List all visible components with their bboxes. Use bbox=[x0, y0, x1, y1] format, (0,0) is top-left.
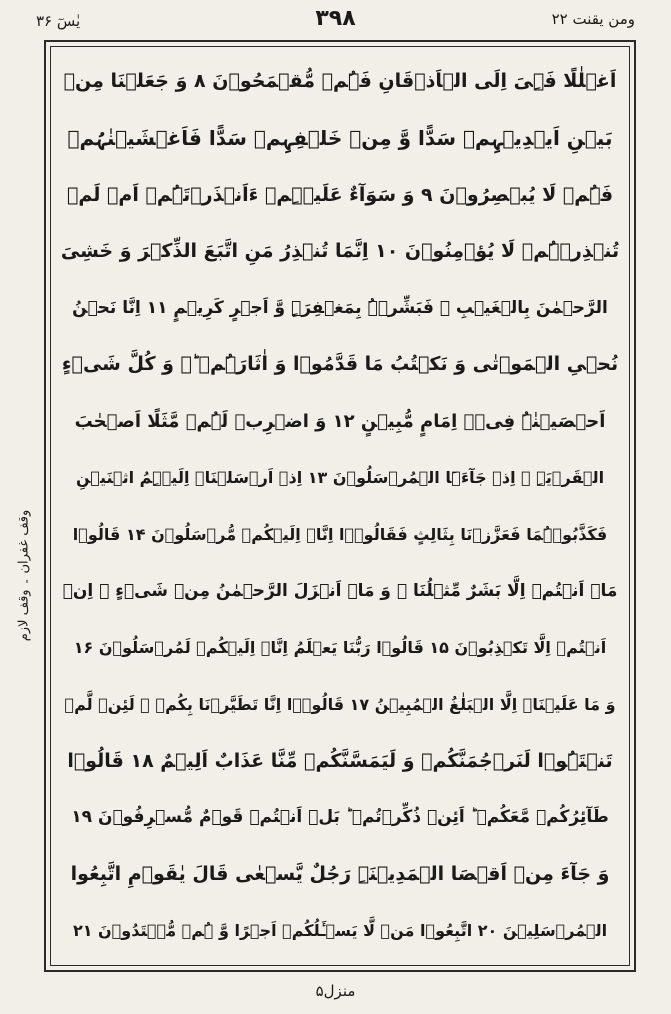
page-inner-border bbox=[50, 46, 630, 966]
manzil-footer: منزل۵ bbox=[315, 982, 356, 1000]
margin-note bbox=[10, 410, 38, 740]
verse-line-2: بَیۡنِ اَیۡدِیۡہِمۡ سَدًّا وَّ مِنۡ خَلۡفِہِمۡ سَدًّا فَاَغۡشَیۡنٰہُمۡ bbox=[67, 125, 613, 150]
verse-line-5: الرَّحۡمٰنَ بِالۡغَیۡبِ ۚ فَبَشِّرۡہُ بِمَغۡفِرَۃٍ وَّ اَجۡرٍ کَرِیۡمٍ ۱۱ اِنَّا نَحۡنُ bbox=[72, 297, 608, 318]
verse-line-11: اَنۡتُمۡ اِلَّا تَکۡذِبُوۡنَ ۱۵ قَالُوۡا رَبُّنَا یَعۡلَمُ اِنَّاۤ اِلَیۡکُمۡ لَمُرۡسَلُوۡنَ ۱۶ bbox=[73, 638, 607, 658]
verse-line-8: الۡقَرۡیَۃِ ۘ اِذۡ جَآءَہَا الۡمُرۡسَلُوۡنَ ۱۳ اِذۡ اَرۡسَلۡنَاۤ اِلَیۡہِمُ اثۡنَیۡنِ bbox=[75, 468, 605, 488]
verse-line-6: نُحۡیِ الۡمَوۡتٰی وَ نَکۡتُبُ مَا قَدَّمُوۡا وَ اٰثَارَہُمۡ ؕۛ وَ کُلَّ شَیۡءٍ bbox=[61, 353, 619, 376]
verse-line-16: الۡمُرۡسَلِیۡنَ ۲۰ اتَّبِعُوۡا مَنۡ لَّا یَسۡـَٔلُکُمۡ اَجۡرًا وَّ ہُمۡ مُّہۡتَدُوۡنَ ۲۱ bbox=[72, 921, 608, 941]
verse-line-1: اَغۡلٰلًا فَہِیَ اِلَی الۡاَذۡقَانِ فَہُمۡ مُّقۡمَحُوۡنَ ۸ وَ جَعَلۡنَا مِنۡ bbox=[63, 70, 617, 93]
margin-note-text: وقف غفران ۔ وقف لازم bbox=[16, 509, 32, 641]
juz-name: ومن یقنت ۲۲ bbox=[551, 10, 635, 28]
verse-line-4: تُنۡذِرۡہُمۡ لَا یُؤۡمِنُوۡنَ ۱۰ اِنَّمَا تُنۡذِرُ مَنِ اتَّبَعَ الذِّکۡرَ وَ خَشِیَ bbox=[61, 240, 619, 263]
page-number: ۳۹۸ bbox=[315, 6, 356, 31]
verse-line-14: طَآئِرُکُمۡ مَّعَکُمۡ ؕ اَئِنۡ ذُکِّرۡتُمۡ ؕ بَلۡ اَنۡتُمۡ قَوۡمٌ مُّسۡرِفُوۡنَ ۱۹ bbox=[71, 807, 609, 828]
verse-line-12: وَ مَا عَلَیۡنَاۤ اِلَّا الۡبَلٰغُ الۡمُبِیۡنُ ۱۷ قَالُوۡۤا اِنَّا تَطَیَّرۡنَا بِکُمۡ ۚ لَئِنۡ لَّمۡ bbox=[64, 694, 616, 714]
verse-line-9: فَکَذَّبُوۡہُمَا فَعَزَّزۡنَا بِثَالِثٍ فَقَالُوۡۤا اِنَّاۤ اِلَیۡکُمۡ مُّرۡسَلُوۡنَ ۱۴ قَالُوۡا bbox=[72, 524, 608, 544]
page-border bbox=[44, 40, 636, 972]
verse-line-3: فَہُمۡ لَا یُبۡصِرُوۡنَ ۹ وَ سَوَآءٌ عَلَیۡہِمۡ ءَاَنۡذَرۡتَہُمۡ اَمۡ لَمۡ bbox=[66, 183, 614, 206]
verse-line-13: تَنۡتَہُوۡا لَنَرۡجُمَنَّکُمۡ وَ لَیَمَسَّنَّکُمۡ مِّنَّا عَذَابٌ اَلِیۡمٌ ۱۸ قَالُوۡا bbox=[67, 749, 613, 772]
page-header bbox=[36, 6, 635, 36]
verse-lines bbox=[61, 53, 619, 959]
verse-line-10: مَاۤ اَنۡتُمۡ اِلَّا بَشَرٌ مِّثۡلُنَا ۙ وَ مَاۤ اَنۡزَلَ الرَّحۡمٰنُ مِنۡ شَیۡءٍ ۙ اِنۡ bbox=[62, 580, 618, 601]
verse-line-7: اَحۡصَیۡنٰہُ فِیۡۤ اِمَامٍ مُّبِیۡنٍ ۱۲ وَ اضۡرِبۡ لَہُمۡ مَّثَلًا اَصۡحٰبَ bbox=[74, 410, 606, 432]
surah-reference: یٰسٓ ۳۶ bbox=[36, 12, 81, 30]
verse-line-15: وَ جَآءَ مِنۡ اَقۡصَا الۡمَدِیۡنَۃِ رَجُلٌ یَّسۡعٰی قَالَ یٰقَوۡمِ اتَّبِعُوا bbox=[70, 863, 610, 886]
